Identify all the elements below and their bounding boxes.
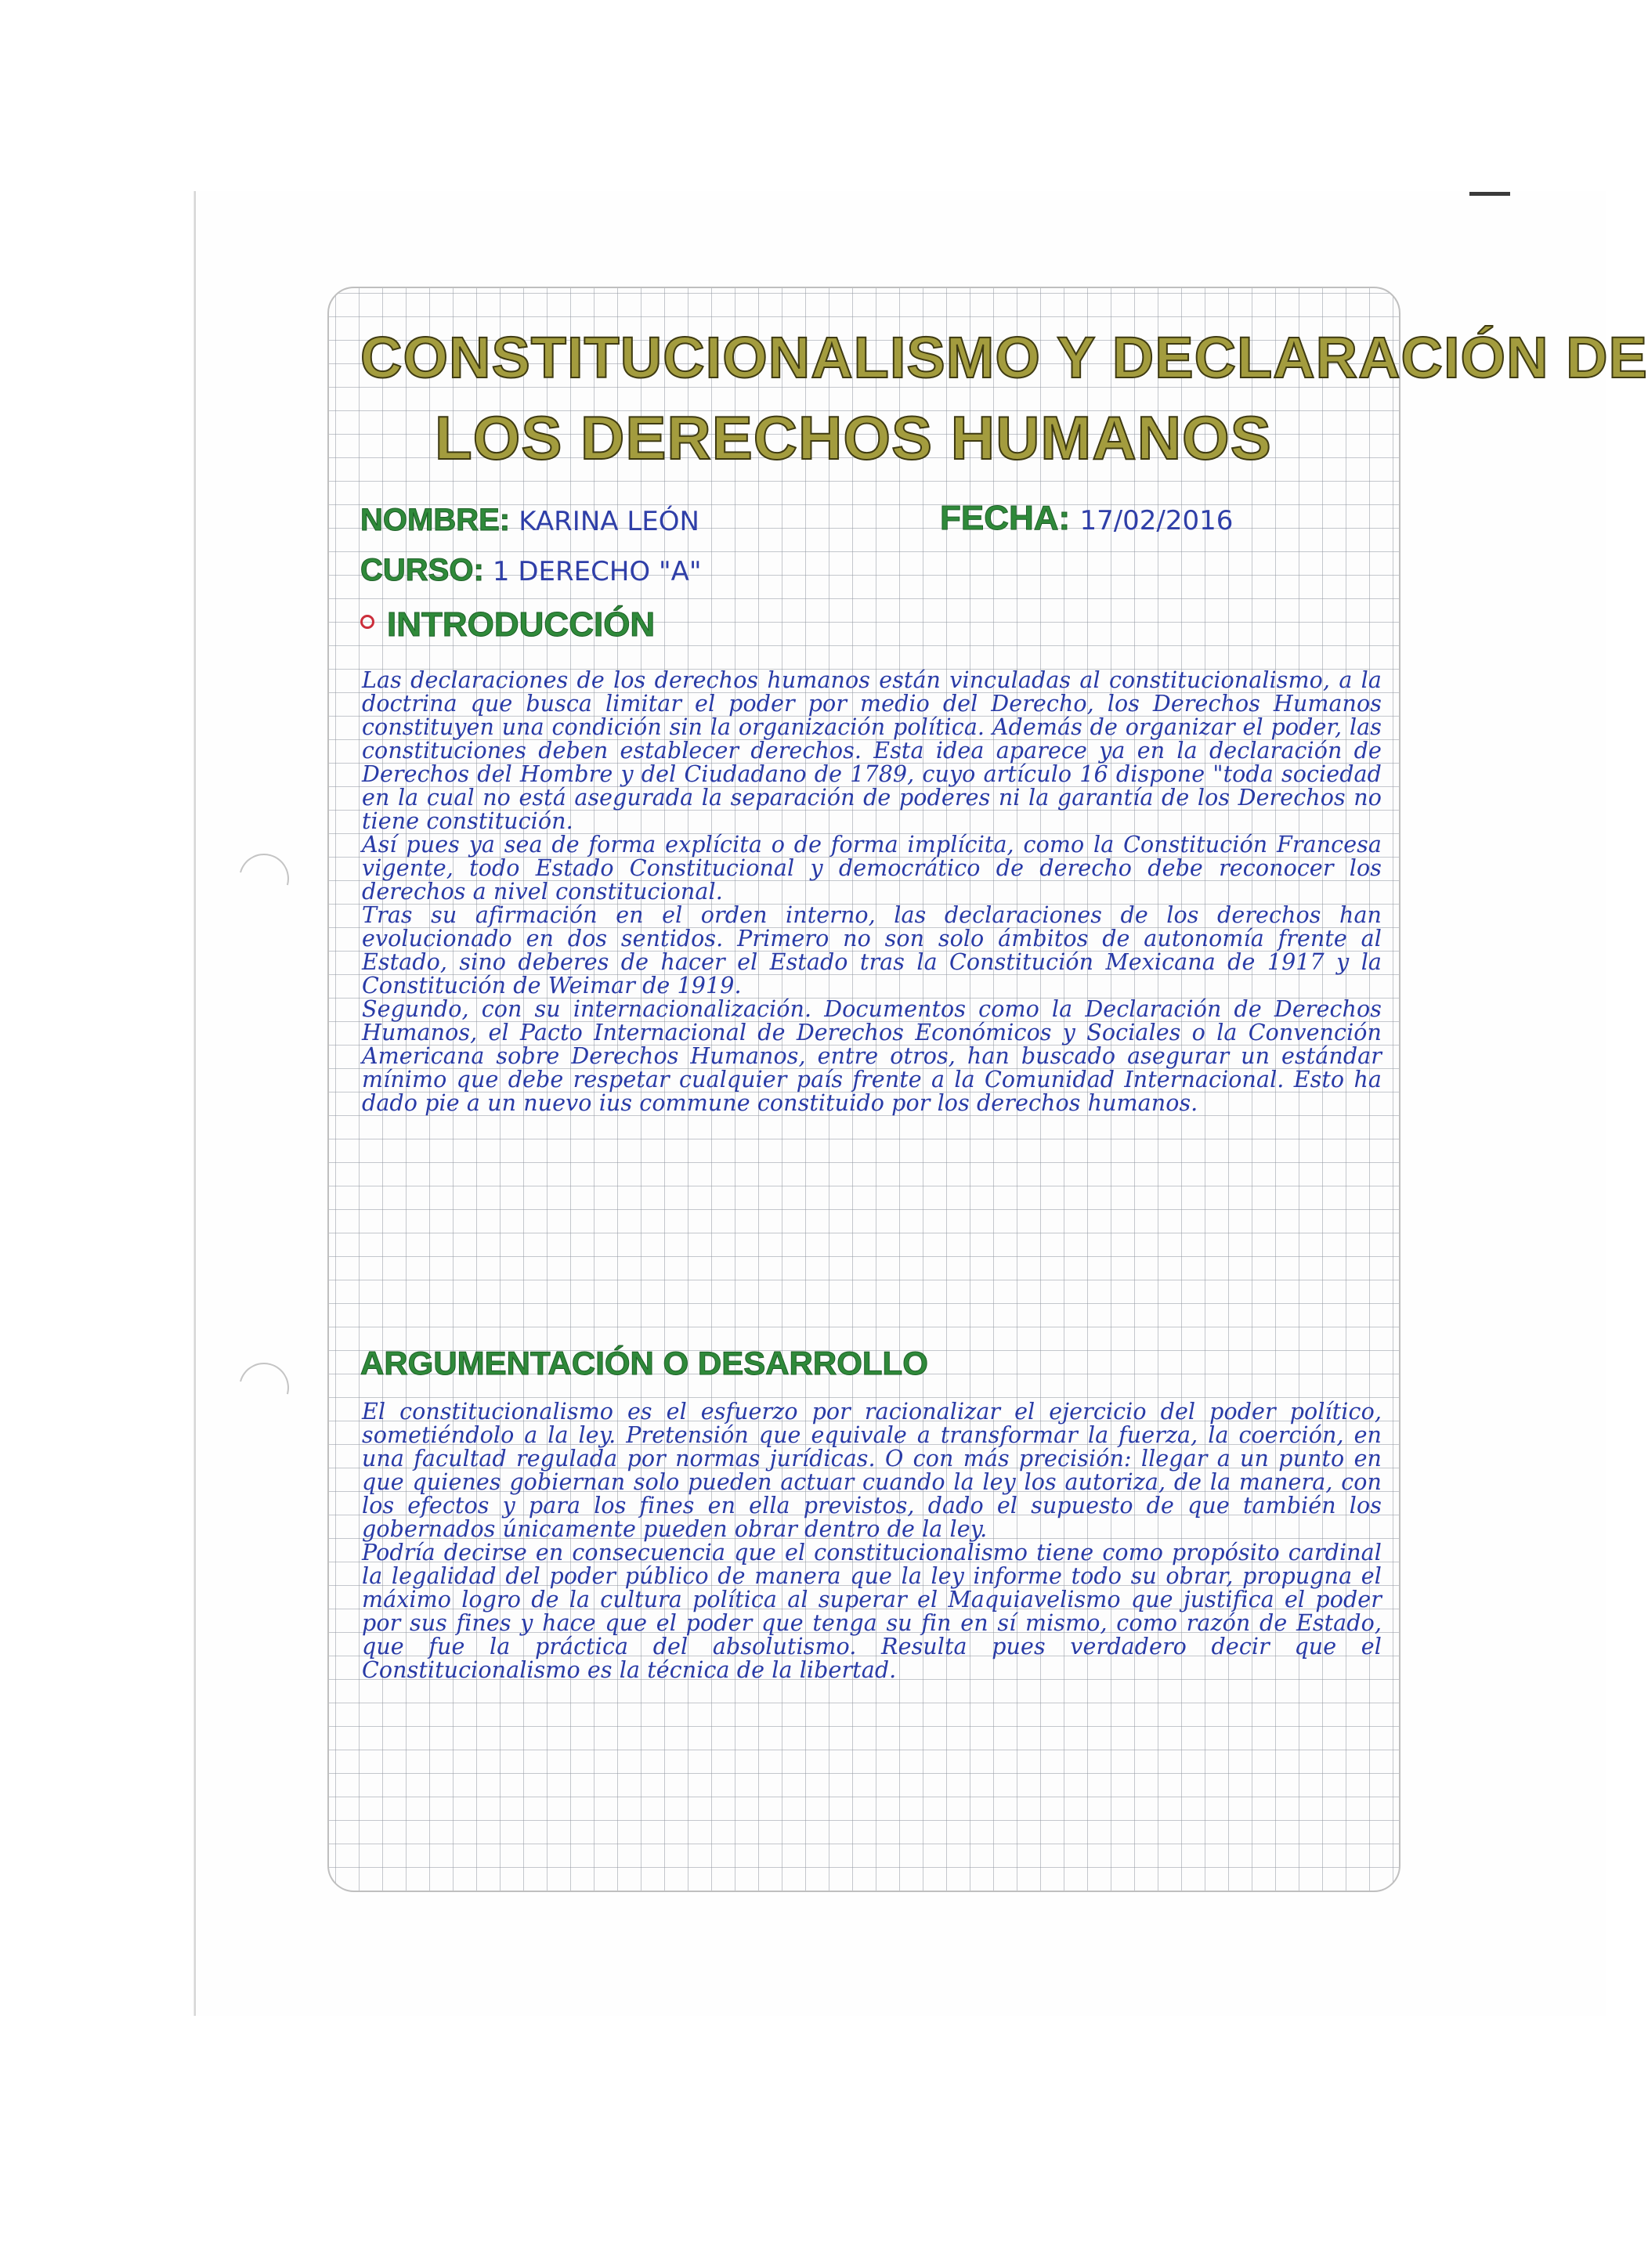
graph-paper-page (327, 287, 1648, 1892)
section-heading-text: INTRODUCCIÓN (387, 605, 656, 644)
name-field (360, 504, 699, 536)
date-field (940, 501, 1233, 536)
name-label: NOMBRE: (360, 503, 511, 537)
date-label: FECHA: (940, 499, 1071, 537)
course-field (360, 554, 702, 586)
name-value: KARINA LEÓN (519, 506, 699, 537)
bullet-icon (360, 615, 374, 629)
paragraph: Las declaraciones de los derechos humanos están vinculadas al constitucionalismo, a la doctrina que busca limitar el poder por medio del Derecho, los Derechos Humanos constituyen una condición sin la organización política. Además de organizar el poder, las constituciones deben establecer derechos. Esta idea aparece ya en la declaración de Derechos del Hombre y del Ciudadano de 1789, cuyo artículo 16 dispone "toda sociedad en la cual no está asegurada la separación de poderes ni la garantía de los Derechos no tiene constitución. (362, 667, 1382, 834)
title-line-2: LOS DERECHOS HUMANOS (435, 403, 1272, 472)
paragraph: Segundo, con su internacionalización. Documentos como la Declaración de Derechos Humanos, el Pacto Internacional de Derechos Económicos y Sociales o la Convención Americana sobre Derechos Humanos, entre otros, han buscado asegurar un estándar mínimo que debe respetar cualquier país frente a la Comunidad Internacional. Esto ha dado pie a un nuevo ius commune constituido por los derechos humanos. (362, 996, 1382, 1116)
title-line-1: CONSTITUCIONALISMO Y DECLARACIÓN DE (360, 325, 1648, 390)
paragraph: Así pues ya sea de forma explícita o de forma implícita, como la Constitución Francesa vigente, todo Estado Constitucional y democrático de derecho debe reconocer los derechos a nivel constitucional. (362, 832, 1382, 905)
course-value: 1 DERECHO "A" (492, 556, 702, 587)
introduction-body (362, 669, 1382, 1115)
paragraph: Tras su afirmación en el orden interno, las declaraciones de los derechos han evolucionado en dos sentidos. Primero no son solo ámbitos de autonomía frente al Estado, sino deberes de hacer el Estado tras la Constitución Mexicana de 1917 y la Constitución de Weimar de 1919. (362, 902, 1382, 999)
date-value: 17/02/2016 (1079, 505, 1234, 536)
development-body (362, 1400, 1382, 1682)
paragraph: Podría decirse en consecuencia que el constitucionalismo tiene como propósito cardinal la legalidad del poder público de manera que la ley informe todo su obrar, propugna el máximo logro de la cultura política al superar el Maquiavelismo que justifica el poder por sus fines y hace que el poder que tenga su fin en sí mismo, como razón de Estado, que fue la práctica del absolutismo. Resulta pues verdadero decir que el Constitucionalismo es la técnica de la libertad. (362, 1540, 1382, 1683)
section-heading-introduccion (360, 605, 656, 644)
course-label: CURSO: (360, 553, 484, 587)
scan-edge-mark (1469, 192, 1510, 196)
paragraph: El constitucionalismo es el esfuerzo por racionalizar el ejercicio del poder político, sometiéndolo a la ley. Pretensión que equivale a transformar la fuerza, la coerción, en una facultad regulada por normas jurídicas. O con más precisión: llegar a un punto en que quienes gobiernan solo pueden actuar cuando la ley los autoriza, de la manera, con los efectos y para los fines en ella previstos, dado el supuesto de que también los gobernados únicamente pueden obrar dentro de la ley. (362, 1399, 1382, 1542)
section-heading-argumentacion: ARGUMENTACIÓN O DESARROLLO (360, 1345, 928, 1381)
